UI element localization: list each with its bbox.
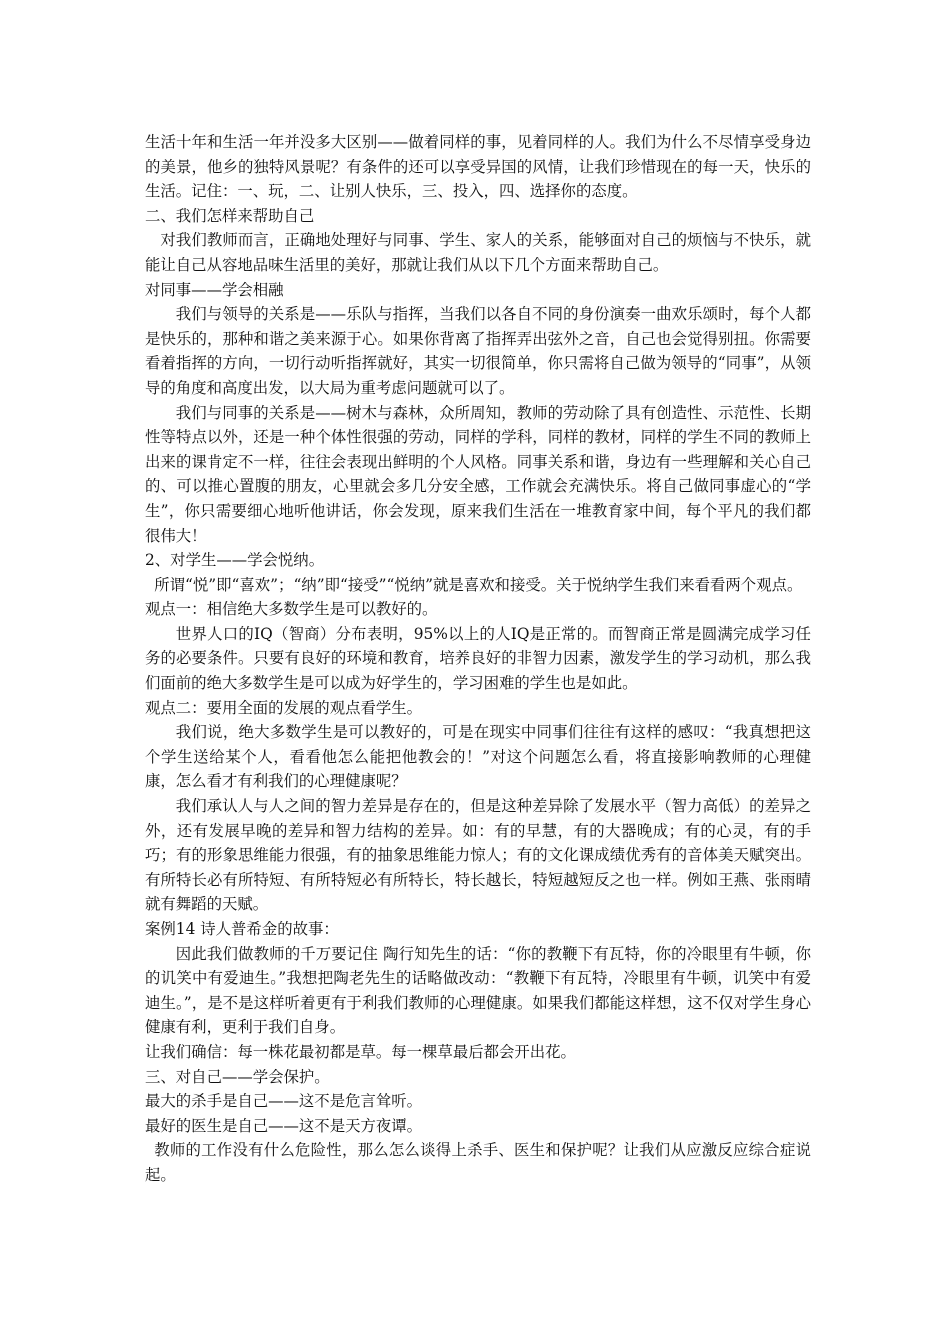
heading-students: 2、对学生——学会悦纳。 (145, 551, 325, 570)
heading-colleagues: 对同事——学会相融 (145, 280, 284, 299)
paragraph-stress-syndrome: 教师的工作没有什么危险性，那么怎么谈得上杀手、医生和保护呢？让我们从应激反应综合症说起。 (145, 1141, 811, 1184)
paragraph-leader-relation: 我们与领导的关系是——乐队与指挥，当我们以各自不同的身份演奏一曲欢乐颂时，每个人都是快乐的，那种和谐之美来源于心。如果你背离了指挥弄出弦外之音，自己也会觉得别扭。你需要看着指挥的方向，一切行动听指挥就好，其实一切很简单，你只需将自己做为领导的“同事”，从领导的角度和高度出发，以大局为重考虑问题就可以了。 (145, 305, 811, 397)
document-page (145, 130, 811, 1188)
paragraph-tao-xingzhi-quote: 因此我们做教师的千万要记住 陶行知先生的话：“你的教鞭下有瓦特，你的冷眼里有牛顿，你的讥笑中有爱迪生。”我想把陶老先生的话略做改动：“教鞭下有瓦特，冷眼里有牛顿，讥笑中有爱迪生。”，是不是这样听着更有于利我们教师的心理健康。如果我们都能这样想，这不仅对学生身心健康有利，更利于我们自身。 (145, 944, 811, 1037)
paragraph-colleague-sigh: 我们说，绝大多数学生是可以教好的，可是在现实中同事们往往有这样的感叹：“我真想把这个学生送给某个人，看看他怎么能把他教会的！”对这个问题怎么看，将直接影响教师的心理健康，怎么看才有利我们的心理健康呢？ (145, 723, 811, 791)
line-biggest-killer: 最大的杀手是自己——这不是危言耸听。 (145, 1092, 423, 1111)
heading-how-to-help-ourselves: 二、我们怎样来帮助自己 (145, 206, 315, 225)
paragraph-intelligence-differences: 我们承认人与人之间的智力差异是存在的，但是这种差异除了发展水平（智力高低）的差异之外，还有发展早晚的差异和智力结构的差异。如：有的早慧，有的大器晚成；有的心灵，有的手巧；有的形象思维能力很强，有的抽象思维能力惊人；有的文化课成绩优秀有的音体美天赋突出。有所特长必有所特短、有所特短必有所特长，特长越长，特短越短反之也一样。例如王燕、张雨晴就有舞蹈的天赋。 (145, 797, 811, 914)
heading-viewpoint-one: 观点一：相信绝大多数学生是可以教好的。 (145, 600, 438, 619)
heading-case-14: 案例14 诗人普希金的故事： (145, 920, 339, 938)
paragraph-colleague-relation: 我们与同事的关系是——树木与森林，众所周知，教师的劳动除了具有创造性、示范性、长期性等特点以外，还是一种个体性很强的劳动，同样的学科，同样的教材，同样的学生不同的教师上出来的课肯定不一样，往往会表现出鲜明的个人风格。同事关系和谐，身边有一些理解和关心自己的、可以推心置腹的朋友，心里就会多几分安全感，工作就会充满快乐。将自己做同事虚心的“学生”，你只需要细心地听他讲话，你会发现，原来我们生活在一堆教育家中间，每个平凡的我们都很伟大！ (145, 403, 811, 545)
line-best-doctor: 最好的医生是自己——这不是天方夜谭。 (145, 1116, 423, 1135)
heading-self-protection: 三、对自己——学会保护。 (145, 1067, 330, 1086)
paragraph-teacher-relations: 对我们教师而言，正确地处理好与同事、学生、家人的关系，能够面对自己的烦恼与不快乐，就能让自己从容地品味生活里的美好，那就让我们从以下几个方面来帮助自己。 (145, 231, 811, 274)
paragraph-flower-grass: 让我们确信：每一株花最初都是草。每一棵草最后都会开出花。 (145, 1042, 576, 1061)
paragraph-intro: 生活十年和生活一年并没多大区别——做着同样的事，见着同样的人。我们为什么不尽情享受身边的美景，他乡的独特风景呢？有条件的还可以享受异国的风情，让我们珍惜现在的每一天，快乐的生活。记住：一、玩，二、让别人快乐，三、投入，四、选择你的态度。 (145, 133, 811, 201)
heading-viewpoint-two: 观点二：要用全面的发展的观点看学生。 (145, 698, 423, 717)
paragraph-yuena-definition: 所谓“悦”即“喜欢”；“纳”即“接受”“悦纳”就是喜欢和接受。关于悦纳学生我们来看看两个观点。 (154, 575, 803, 594)
paragraph-iq-distribution: 世界人口的IQ（智商）分布表明，95%以上的人IQ是正常的。而智商正常是圆满完成学习任务的必要条件。只要有良好的环境和教育，培养良好的非智力因素，激发学生的学习动机，那么我们面前的绝大多数学生是可以成为好学生的，学习困难的学生也是如此。 (145, 624, 811, 693)
